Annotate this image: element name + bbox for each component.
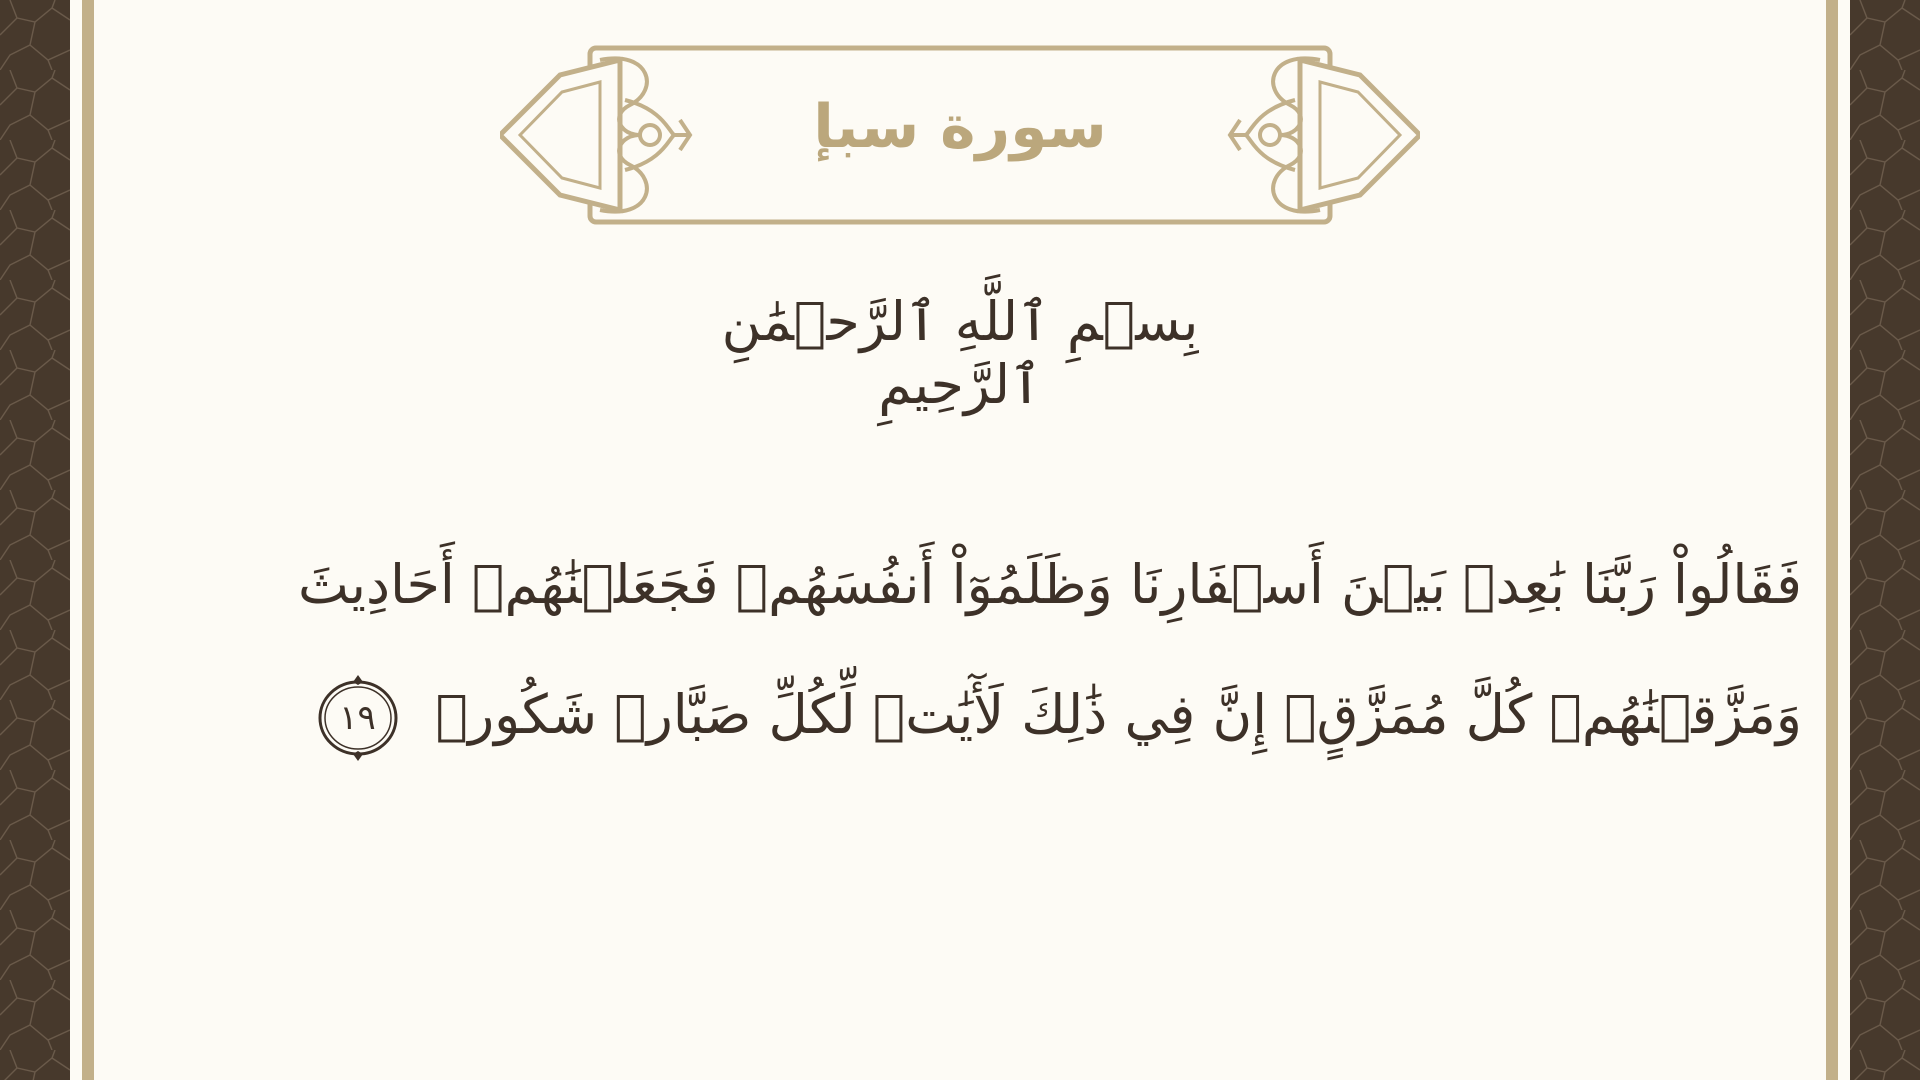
- right-gold-rule: [1826, 0, 1838, 1080]
- verse-line: [242, 650, 1802, 780]
- left-gold-rule: [82, 0, 94, 1080]
- verse-line: [242, 520, 1802, 650]
- geometric-pattern-icon: [1850, 0, 1920, 1080]
- verse-text: [242, 520, 1802, 780]
- surah-title: سورة سبإ: [813, 92, 1107, 162]
- left-ornamental-border: [0, 0, 70, 1080]
- verse-line-text: وَمَزَّقۡنَٰهُمۡ كُلَّ مُمَزَّقٍۚ إِنَّ فِي ذَٰلِكَ لَأٓيَٰتٖ لِّكُلِّ صَبَّارٖ شَكُورٖ: [435, 683, 1802, 746]
- verse-line-text: فَقَالُواْ رَبَّنَا بَٰعِدۡ بَيۡنَ أَسۡفَارِنَا وَظَلَمُوٓاْ أَنفُسَهُمۡ فَجَعَلۡنَٰهُمۡ أَحَادِيثَ: [297, 553, 1802, 616]
- geometric-pattern-icon: [0, 0, 70, 1080]
- ayah-end-marker: [315, 675, 401, 761]
- surah-title-cartouche: [500, 40, 1420, 230]
- ayah-number: ١٩: [339, 698, 376, 739]
- basmala: بِسۡمِ ٱللَّهِ ٱلرَّحۡمَٰنِ ٱلرَّحِيمِ: [721, 290, 1199, 416]
- right-ornamental-border: [1850, 0, 1920, 1080]
